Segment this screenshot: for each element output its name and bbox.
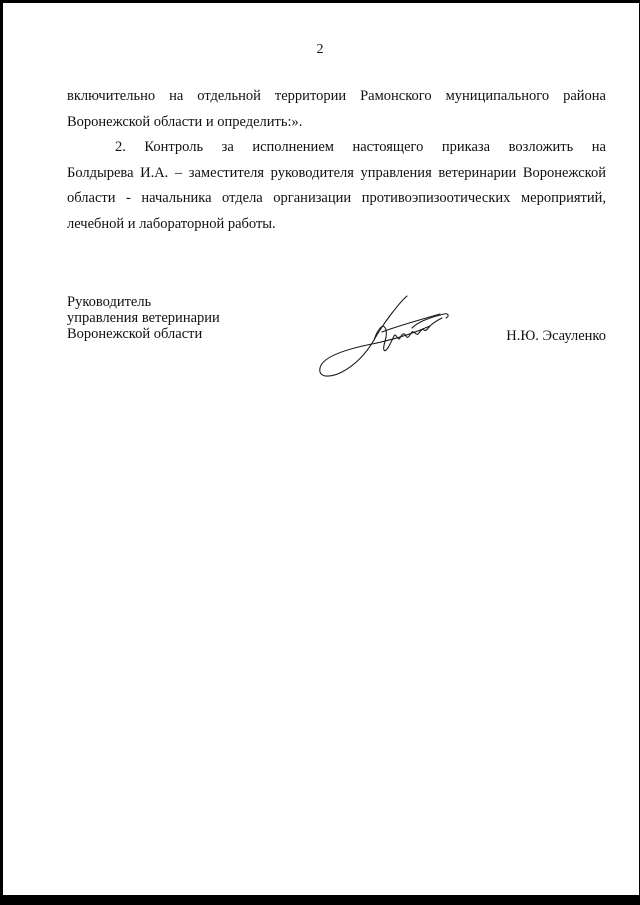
page-number: 2 <box>316 42 324 57</box>
signatory-title-line: управления ветеринарии <box>67 310 220 326</box>
scan-border-left <box>0 0 3 905</box>
handwritten-signature <box>312 292 462 382</box>
scan-border-bottom <box>0 895 640 905</box>
paragraph-continuation <box>67 84 606 135</box>
text-line: включительно на отдельной территории Рамонского муниципального района <box>67 88 606 104</box>
paragraph-item-2 <box>67 135 606 237</box>
signatory-name: Н.Ю. Эсауленко <box>506 328 606 344</box>
text-line: Болдырева И.А. – заместителя руководителя управления ветеринарии Воронежской <box>67 164 606 181</box>
document-body <box>67 84 606 237</box>
text-line: Воронежской области и определить:». <box>67 113 303 130</box>
scan-border-top <box>0 0 640 3</box>
text-line: 2. Контроль за исполнением настоящего приказа возложить на <box>115 139 606 155</box>
text-line: области - начальника отдела организации противоэпизоотических мероприятий, <box>67 190 606 206</box>
signatory-title-line: Руководитель <box>67 294 152 310</box>
signatory-title-line: Воронежской области <box>67 326 203 342</box>
signatory-title <box>67 294 220 342</box>
text-line: лечебной и лабораторной работы. <box>67 215 276 232</box>
